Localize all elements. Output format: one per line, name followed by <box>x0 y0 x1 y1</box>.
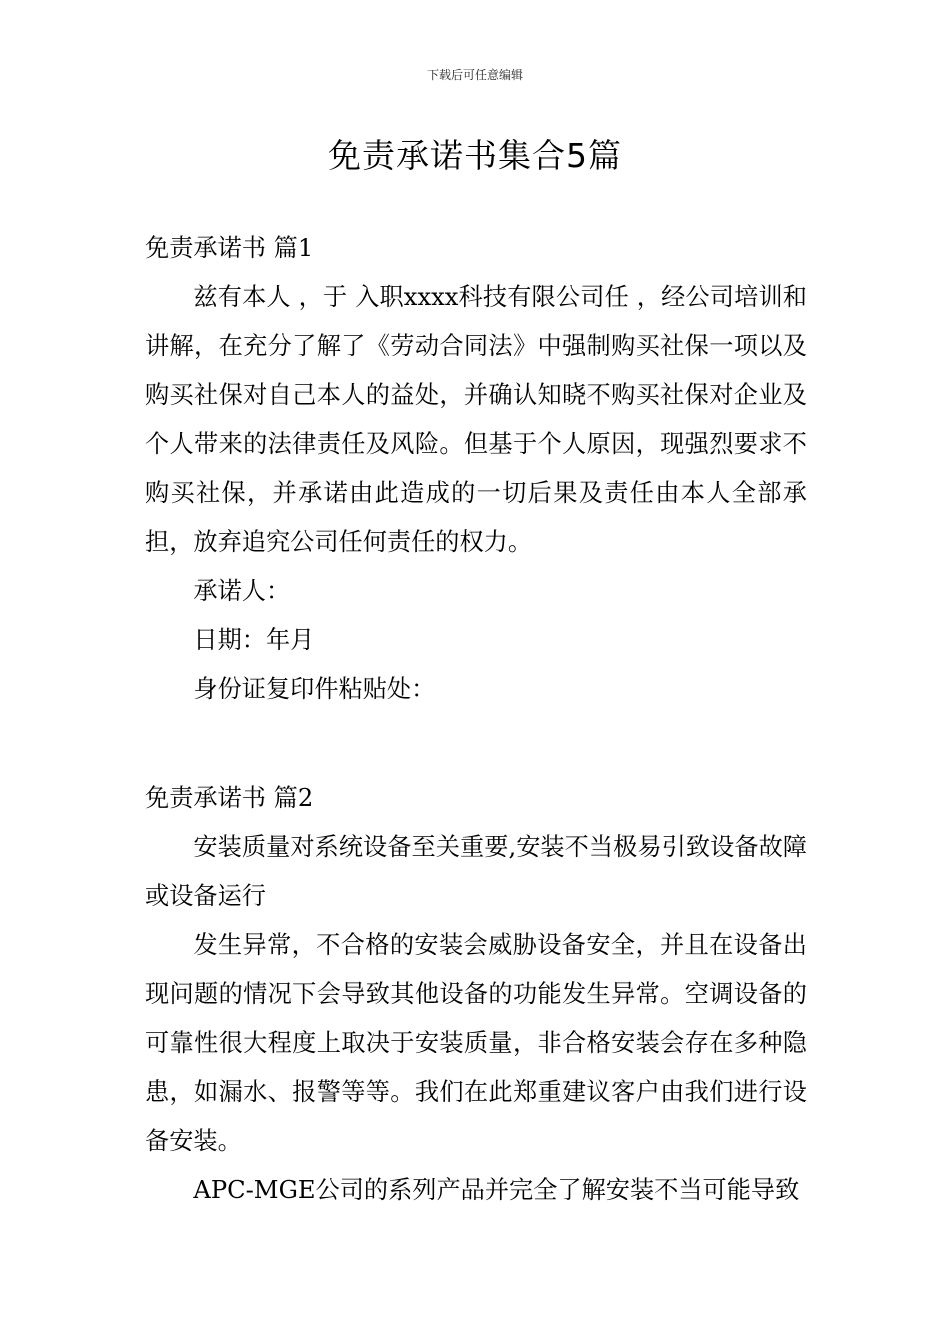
section-1-heading: 免责承诺书 篇1 <box>145 234 314 262</box>
document-body <box>145 224 807 1215</box>
promisor-label: 承诺人： <box>193 577 291 605</box>
section-2-heading: 免责承诺书 篇2 <box>145 784 314 812</box>
id-copy-label: 身份证复印件粘贴处： <box>193 675 436 703</box>
section-gap <box>145 714 807 774</box>
date-label: 日期：年月 <box>193 626 315 654</box>
section-2-paragraph: APC-MGE公司的系列产品并完全了解安装不当可能导致 <box>193 1176 800 1204</box>
section-2-paragraph: 发生异常，不合格的安装会威胁设备安全，并且在设备出现问题的情况下会导致其他设备的功能发生异常。空调设备的可靠性很大程度上取决于安装质量，非合格安装会存在多种隐患，如漏水、报警等等。我们在此郑重建议客户由我们进行设备安装。 <box>145 931 807 1155</box>
section-2-paragraph: 安装质量对系统设备至关重要,安装不当极易引致设备故障或设备运行 <box>145 833 807 910</box>
header-note: 下载后可任意编辑 <box>426 68 523 82</box>
section-1-paragraph: 兹有本人 ，于 入职xxxx科技有限公司任 ，经公司培训和讲解，在充分了解了《劳动合同法》中强制购买社保一项以及购买社保对自己本人的益处，并确认知晓不购买社保对企业及个人带来的法律责任及风险。但基于个人原因，现强烈要求不购买社保，并承诺由此造成的一切后果及责任由本人全部承担，放弃追究公司任何责任的权力。 <box>145 283 807 556</box>
document-title: 免责承诺书集合5篇 <box>328 136 622 175</box>
